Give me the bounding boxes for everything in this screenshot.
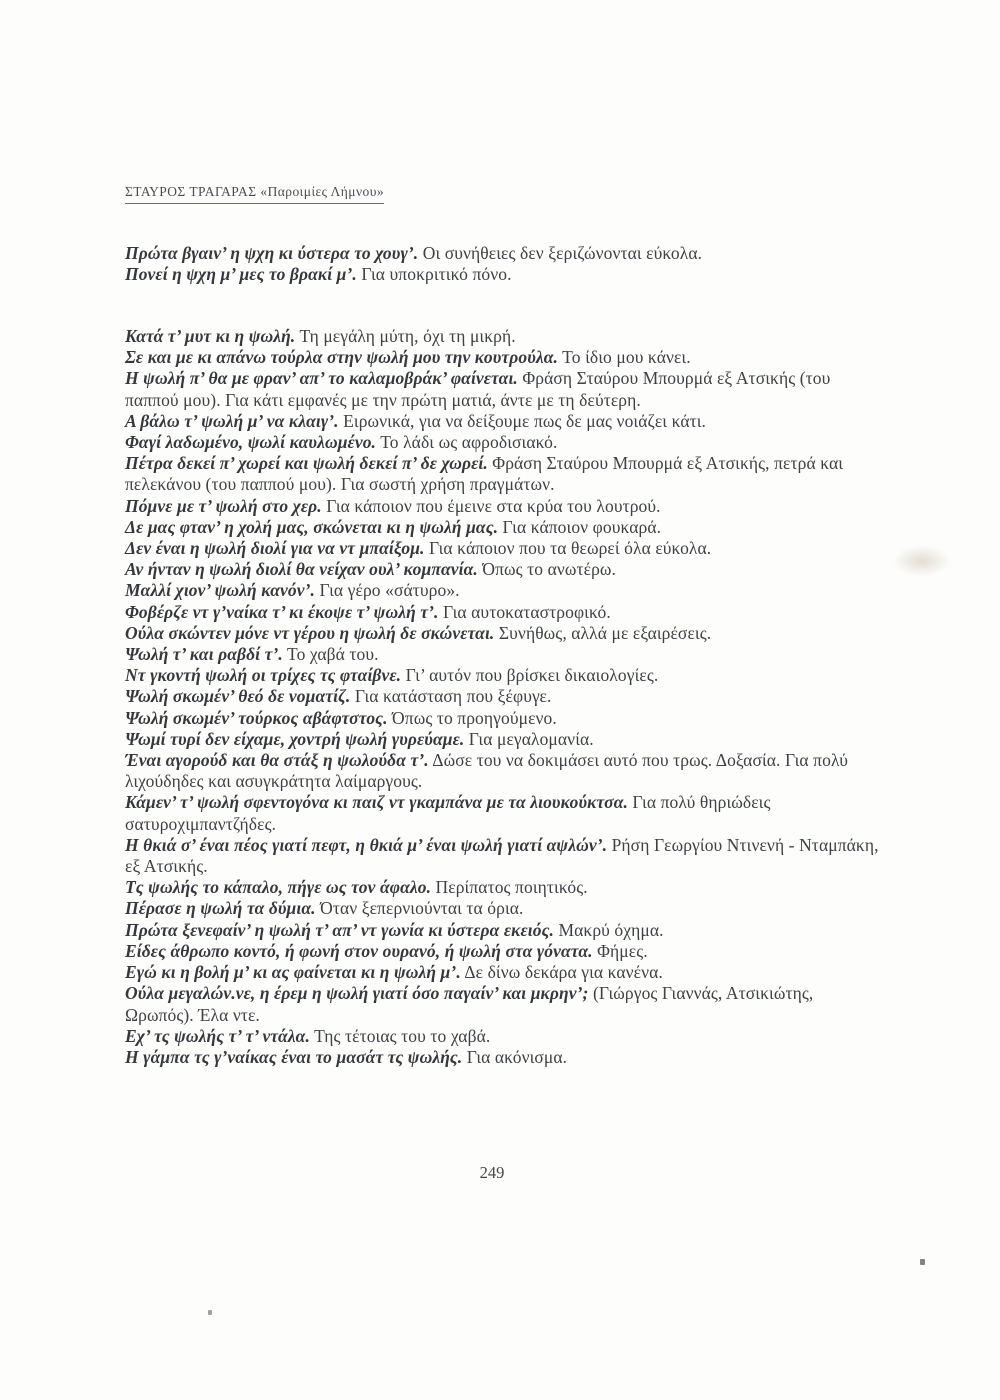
scan-speck-artifact	[920, 1259, 925, 1265]
main-proverb-list	[125, 326, 882, 1068]
proverb-entry	[125, 750, 882, 792]
proverb-entry	[125, 432, 882, 453]
proverb-entry	[125, 602, 882, 623]
proverb-gloss: Δώσε του να δοκιμάσει αυτό που τρως. Δοξασία. Για πολύ λιχούδηδες και ασυγκράτητα λαίμαργους.	[125, 750, 848, 792]
proverb-gloss: Για κάποιον φουκαρά.	[498, 516, 662, 537]
proverb-entry	[125, 1026, 882, 1047]
proverb-entry	[125, 623, 882, 644]
proverb-gloss: (Γιώργος Γιαννάς, Ατσικιώτης, Ωρωπός). Έλα ντε.	[125, 983, 814, 1025]
proverb-gloss: Όπως το προηγούμενο.	[387, 707, 557, 728]
proverb-lead: Ούλα σκώντεν μόνε ντ γέρου η ψωλή δε σκώνεται.	[125, 622, 495, 643]
scan-smudge-artifact	[893, 545, 951, 577]
proverb-entry	[125, 496, 882, 517]
proverb-gloss: Όταν ξεπερνιούνται τα όρια.	[315, 898, 524, 919]
proverb-lead: Τς ψωλής το κάπαλο, πήγε ως τον άφαλο.	[125, 877, 432, 898]
proverb-entry	[125, 243, 882, 264]
proverb-entry	[125, 580, 882, 601]
proverb-lead: Δε μας φταν’ η χολή μας, σκώνεται κι η ψωλή μας.	[125, 516, 499, 537]
proverb-lead: Πρώτα ξενεφαίν’ η ψωλή τ’ απ’ ντ γωνία κι ύστερα εκειός.	[125, 919, 555, 940]
proverb-gloss: Για γέρο «σάτυρο».	[315, 580, 460, 601]
proverb-lead: Η θκιά σ’ έναι πέος γιατί πεφτ, η θκιά μ’ έναι ψωλή γιατί αψλών’.	[125, 834, 608, 855]
proverb-lead: Α βάλω τ’ ψωλή μ’ να κλαιγ’.	[125, 410, 339, 431]
running-header: ΣΤΑΥΡΟΣ ΤΡΑΓΑΡΑΣ «Παροιμίες Λήμνου»	[125, 184, 384, 204]
proverb-gloss: Οι συνήθειες δεν ξεριζώνονται εύκολα.	[418, 243, 703, 263]
proverb-gloss: Τη μεγάλη μύτη, όχι τη μικρή.	[295, 326, 516, 346]
proverb-lead: Ψωλή σκωμέν’ θεό δε νοματίζ.	[125, 686, 351, 707]
proverb-entry	[125, 453, 882, 495]
intro-proverb-list	[125, 243, 882, 285]
proverb-lead: Πέρασε η ψωλή τα δύμια.	[125, 898, 316, 919]
proverb-gloss: Όπως το ανωτέρω.	[477, 559, 617, 580]
proverb-lead: Πρώτα βγαιν’ η ψχη κι ύστερα το χουγ’.	[125, 243, 419, 263]
proverb-lead: Ψωλή σκωμέν’ τούρκος αβάφτστος.	[125, 707, 388, 728]
proverb-lead: Ντ γκοντή ψωλή οι τρίχες τς φταίβνε.	[125, 665, 402, 686]
proverb-lead: Ούλα μεγαλών.νε, η έρεμ η ψωλή γιατί όσο παγαίν’ και μκρην’;	[125, 983, 589, 1004]
proverb-gloss: Γι’ αυτόν που βρίσκει δικαιολογίες.	[401, 665, 659, 686]
proverb-lead: Φαγί λαδωμένο, ψωλί καυλωμένο.	[125, 432, 377, 453]
proverb-gloss: Για υποκριτικό πόνο.	[356, 264, 512, 285]
proverb-lead: Εχ’ τς ψωλής τ’ τ’ ντάλα.	[125, 1025, 310, 1046]
proverb-lead: Εγώ κι η βολή μ’ κι ας φαίνεται κι η ψωλή μ’.	[125, 962, 461, 983]
proverb-entry	[125, 517, 882, 538]
proverb-lead: Σε και με κι απάνω τούρλα στην ψωλή μου την κουτρούλα.	[125, 347, 558, 368]
proverb-gloss: Για κάποιον που τα θεωρεί όλα εύκολα.	[424, 538, 712, 559]
scan-speck-artifact	[208, 1310, 212, 1315]
proverb-entry	[125, 644, 882, 665]
proverb-lead: Έναι αγορούδ και θα στάξ η ψωλούδα τ’.	[125, 750, 429, 771]
proverb-entry	[125, 920, 882, 941]
proverb-entry	[125, 983, 882, 1025]
proverb-lead: Η ψωλή π’ θα με φραν’ απ’ το καλαμοβράκ’ φαίνεται.	[125, 368, 518, 389]
proverb-entry	[125, 877, 882, 898]
proverb-gloss: Περίπατος ποιητικός.	[431, 877, 588, 898]
proverb-gloss: Για κατάσταση που ξέφυγε.	[350, 686, 552, 707]
proverb-entry	[125, 326, 882, 347]
proverb-entry	[125, 686, 882, 707]
proverb-gloss: Το χαβά του.	[282, 644, 379, 665]
proverb-lead: Ψωλή τ’ και ραβδί τ’.	[125, 644, 283, 665]
proverb-lead: Αν ήνταν η ψωλή διολί θα νείχαν ουλ’ κομπανία.	[125, 559, 478, 580]
proverb-entry	[125, 792, 882, 834]
proverb-entry	[125, 665, 882, 686]
page-number: 249	[479, 1163, 505, 1182]
proverb-entry	[125, 708, 882, 729]
proverb-gloss: Της τέτοιας του το χαβά.	[309, 1025, 491, 1046]
proverb-entry	[125, 559, 882, 580]
proverb-lead: Δεν έναι η ψωλή διολί για να ντ μπαίξομ.	[125, 538, 425, 559]
proverb-entry	[125, 962, 882, 983]
proverb-entry	[125, 264, 882, 285]
proverb-lead: Ψωμί τυρί δεν είχαμε, χοντρή ψωλή γυρεύαμε.	[125, 728, 465, 749]
proverb-entry	[125, 347, 882, 368]
proverb-gloss: Για πολύ θηριώδεις σατυροχιμπαντζήδες.	[125, 792, 771, 834]
proverb-entry	[125, 1047, 882, 1068]
proverb-entry	[125, 835, 882, 877]
proverb-gloss: Για ακόνισμα.	[462, 1046, 568, 1067]
proverb-lead: Πόμνε με τ’ ψωλή στο χερ.	[125, 495, 322, 516]
proverb-lead: Κατά τ’ μυτ κι η ψωλή.	[125, 326, 296, 346]
proverb-entry	[125, 898, 882, 919]
proverb-lead: Κάμεν’ τ’ ψωλή σφεντογόνα κι παιζ ντ γκαμπάνα με τα λιουκούκτσα.	[125, 792, 628, 813]
proverb-gloss: Φράση Σταύρου Μπουρμά εξ Ατσικής (του παππού μου). Για κάτι εμφανές με την πρώτη ματιά, άντε με τη δεύτερη.	[125, 368, 831, 410]
proverb-gloss: Συνήθως, αλλά με εξαιρέσεις.	[494, 622, 712, 643]
proverb-entry	[125, 538, 882, 559]
proverb-gloss: Για κάποιον που έμεινε στα κρύα του λουτρού.	[321, 495, 661, 516]
proverb-lead: Πονεί η ψχη μ’ μες το βρακί μ’.	[125, 264, 357, 285]
proverb-gloss: Δε δίνω δεκάρα για κανένα.	[460, 962, 663, 983]
proverb-gloss: Για αυτοκαταστροφικό.	[438, 601, 611, 622]
proverb-lead: Μαλλί χιον’ ψωλή κανόν’.	[125, 580, 316, 601]
proverb-lead: Η γάμπα τς γ’ναίκας έναι το μασάτ τς ψωλής.	[125, 1046, 463, 1067]
proverb-gloss: Ρήση Γεωργίου Ντινενή - Νταμπάκη, εξ Ατσικής.	[125, 834, 879, 877]
proverb-gloss: Φράση Σταύρου Μπουρμά εξ Ατσικής, πετρά και πελεκάνου (του παππού μου). Για σωστή χρήση πραγμάτων.	[125, 453, 844, 495]
proverb-gloss: Το ίδιο μου κάνει.	[558, 347, 691, 368]
proverb-lead: Πέτρα δεκεί π’ χωρεί και ψωλή δεκεί π’ δε χωρεί.	[125, 453, 488, 474]
proverb-gloss: Ειρωνικά, για να δείξουμε πως δε μας νοιάζει κάτι.	[338, 410, 707, 431]
proverb-entry	[125, 411, 882, 432]
proverb-gloss: Το λάδι ως αφροδισιακό.	[376, 432, 558, 453]
proverb-gloss: Μακρύ όχημα.	[554, 919, 664, 940]
proverb-entry	[125, 368, 882, 410]
proverb-entry	[125, 941, 882, 962]
proverb-gloss: Για μεγαλομανία.	[464, 728, 594, 749]
proverb-lead: Είδες άθρωπο κοντό, ή φωνή στον ουρανό, ή ψωλή στα γόνατα.	[125, 940, 593, 961]
proverb-lead: Φοβέρζε ντ γ’ναίκα τ’ κι έκοψε τ’ ψωλή τ’.	[125, 601, 439, 622]
proverb-entry	[125, 729, 882, 750]
proverb-gloss: Φήμες.	[592, 940, 648, 961]
